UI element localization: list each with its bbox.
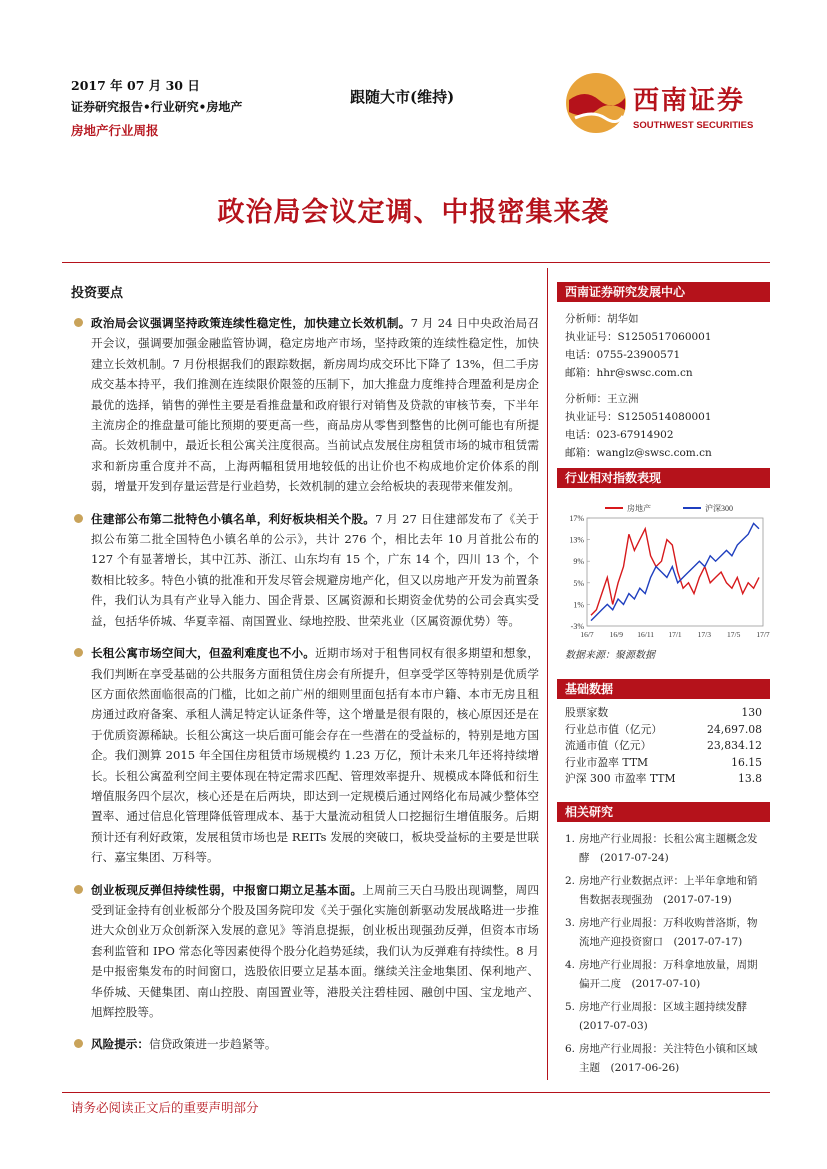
related-item[interactable] xyxy=(557,998,770,1036)
series-line-1 xyxy=(591,523,759,620)
logo-en: SOUTHWEST SECURITIES xyxy=(633,120,754,131)
related-item[interactable] xyxy=(557,872,770,910)
analyst-name: 分析师：胡华如 xyxy=(565,313,639,325)
item-number: 5. xyxy=(565,1000,576,1013)
legend-label: 房地产 xyxy=(627,504,651,513)
basic-data-row xyxy=(557,771,770,788)
report-type: 证券研究报告•行业研究•房地产 xyxy=(71,100,243,114)
analyst-block xyxy=(557,310,770,382)
row-label: 行业总市值（亿元） xyxy=(565,722,663,736)
top-divider xyxy=(62,262,770,263)
y-tick-label: 17% xyxy=(569,514,584,523)
point-lead: 住建部公布第二批特色小镇名单，利好板块相关个股。 xyxy=(91,511,376,526)
report-date: 2017 年 07 月 30 日 xyxy=(71,78,200,93)
analyst-email[interactable]: 邮箱：wanglz@swsc.com.cn xyxy=(565,447,712,459)
research-center-title: 西南证券研究发展中心 xyxy=(557,282,770,302)
row-label: 行业市盈率 TTM xyxy=(565,755,649,769)
summary-point xyxy=(71,313,539,497)
item-text: 房地产行业周报：区域主题持续发酵 (2017-07-03) xyxy=(579,1000,758,1032)
analyst-block xyxy=(557,390,770,462)
row-label: 沪深 300 市盈率 TTM xyxy=(565,772,676,785)
point-text: 7 月 24 日中央政治局召开会议，强调要加强金融监管协调，稳定房地产市场，坚持政策的连续性稳定性，加快建立长效机制。7 月份根据我们的跟踪数据，新房周均成交环比下降了 13%，但二手房成交基本持平，我们推测在连续限价限签的压制下，加大推盘力度维持合理盈利是房企最优的选择，销售的弹性主要是看推盘量和政府银行对销售及贷款的审核节奏，下半年主流房企的推盘量可能比预期的要更高一些，商品房从零售到整售的比例可能也有所提高。长效机制中，最近长租公寓关注度很高。当前试点发展住房租赁市场的城市租赁需求和新房重合度并不高，上海两幅租赁用地较低的出让价也不构成地价定价体系的削弱，增量开发到存量运营是行业趋势，长效机制的建立会给板块的表现带来催发剂。 xyxy=(91,316,539,494)
y-tick-label: 13% xyxy=(569,535,584,545)
page-title: 政治局会议定调、中报密集来袭 xyxy=(217,197,610,228)
related-research-title: 相关研究 xyxy=(557,802,770,822)
point-text: 7 月 27 日住建部发布了《关于拟公布第二批全国特色小镇名单的公示》，共计 276 个，相比去年 10 月首批公布的 127 个有显著增长，其中江苏、浙江、山东均有 15 个，广东 14 个，四川 13 个，个数相比较多。特色小镇的批准和开发尽管会规避房地产化，但又以房地产开发为前置条件，我们认为具有产业导入能力、国企背景、区属资源和长期资金优势的公司会真实受益，包括华侨城、华夏幸福、南国置业、绿地控股、世荣兆业（区属资源优势）等。 xyxy=(91,511,539,628)
row-value: 13.8 xyxy=(737,772,762,785)
x-tick-label: 17/1 xyxy=(668,630,682,639)
related-item[interactable] xyxy=(557,914,770,952)
chart-source: 数据来源：聚源数据 xyxy=(565,650,655,661)
index-chart xyxy=(557,494,770,644)
item-number: 6. xyxy=(565,1042,576,1055)
summary-point xyxy=(71,509,539,631)
item-text: 房地产行业周报：万科收购普洛斯，物流地产迎投资窗口 (2017-07-17) xyxy=(579,916,758,948)
related-item[interactable] xyxy=(557,830,770,868)
logo-name: 西南证券 xyxy=(633,86,746,116)
index-section-title: 行业相对指数表现 xyxy=(557,468,770,488)
row-value: 130 xyxy=(741,706,762,719)
analyst-phone: 电话：0755-23900571 xyxy=(565,349,681,361)
column-divider xyxy=(547,268,548,1080)
item-number: 1. xyxy=(565,832,576,845)
x-tick-label: 16/7 xyxy=(580,630,594,639)
point-lead: 政治局会议强调坚持政策连续性稳定性，加快建立长效机制。 xyxy=(91,316,411,330)
footer-disclaimer: 请务必阅读正文后的重要声明部分 xyxy=(71,1100,259,1115)
item-number: 3. xyxy=(565,916,576,929)
item-text: 房地产行业数据点评：上半年拿地和销售数据表现强劲 (2017-07-19) xyxy=(579,874,758,906)
row-value: 16.15 xyxy=(731,755,762,769)
row-value: 23,834.12 xyxy=(707,739,762,752)
summary-point xyxy=(71,643,539,867)
company-logo xyxy=(565,70,765,136)
point-lead: 创业板现反弹但持续性弱，中报窗口期立足基本面。 xyxy=(91,882,363,897)
x-tick-label: 16/9 xyxy=(609,630,624,639)
point-lead: 长租公寓市场空间大，但盈利难度也不小。 xyxy=(91,646,316,661)
report-series: 房地产行业周报 xyxy=(71,123,159,138)
y-tick-label: -3% xyxy=(570,622,584,631)
bullet-icon xyxy=(74,1039,83,1048)
point-text: 近期市场对于租售同权有很多期望和想象，我们判断在享受基础的公共服务方面租赁住房会有所提升，但享受学区等特别是优质学区方面依然面临很高的门槛，比如之前广州的细则里面包括有本市户籍、本市无房且租房通过政府备案、承租人满足特定认证条件等，这个增量是很有限的，核心原因还是在于优质资源稀缺。长租公寓这一块后面可能会存在一些潜在的受益标的，特别是地方国企。我们测算 2015 年全国住房租赁市场规模约 1.23 万亿，预计未来几年还将持续增长。长租公寓盈利空间主要体现在特定需求匹配、管理效率提升、规模成本降低和衍生增值服务四个层次，核心还是在后两块，即达到一定规模后通过网络化布局减少整体空置率、通过信息化管理降低管理成本、基于大量流动租赁人口挖掘衍生增值服务。后期预计还有利好政策，发展租赁市场也是 REITs 发展的突破口，板块受益标的主要是世联行、嘉宝集团、万科等。 xyxy=(91,646,539,865)
related-item[interactable] xyxy=(557,1040,770,1078)
row-value: 24,697.08 xyxy=(707,722,762,736)
summary-heading: 投资要点 xyxy=(71,286,124,301)
basic-data-title: 基础数据 xyxy=(557,679,770,699)
x-tick-label: 17/3 xyxy=(697,630,712,639)
row-label: 流通市值（亿元） xyxy=(565,739,652,752)
summary-point xyxy=(71,880,539,1023)
basic-data-row xyxy=(557,738,770,755)
point-text: 信贷政策进一步趋紧等。 xyxy=(148,1037,277,1052)
analyst-cert: 执业证号：S1250514080001 xyxy=(565,411,712,423)
bullet-icon xyxy=(74,318,83,327)
basic-data-row xyxy=(557,705,770,722)
item-text: 房地产行业周报：长租公寓主题概念发酵 (2017-07-24) xyxy=(579,832,758,864)
item-number: 2. xyxy=(565,874,576,887)
item-text: 房地产行业周报：万科拿地放量，周期偏开二度 (2017-07-10) xyxy=(579,958,758,990)
bullet-icon xyxy=(74,514,83,523)
analyst-phone: 电话：023-67914902 xyxy=(565,429,674,441)
basic-data-row xyxy=(557,755,770,772)
analyst-email[interactable]: 邮箱：hhr@swsc.com.cn xyxy=(565,367,693,379)
y-tick-label: 5% xyxy=(573,578,584,588)
point-lead: 风险提示： xyxy=(91,1037,149,1052)
rating: 跟随大市(维持) xyxy=(350,88,455,106)
bullet-icon xyxy=(74,885,83,894)
index-chart-svg xyxy=(557,494,770,644)
item-number: 4. xyxy=(565,958,576,971)
x-tick-label: 17/7 xyxy=(756,630,770,639)
basic-data-row xyxy=(557,722,770,739)
sidebar xyxy=(557,282,770,1082)
legend-label: 沪深300 xyxy=(705,504,733,513)
summary-point xyxy=(71,1034,539,1054)
investment-summary xyxy=(71,282,539,1067)
related-item[interactable] xyxy=(557,956,770,994)
logo-emblem-icon xyxy=(565,70,627,136)
analyst-name: 分析师：王立洲 xyxy=(565,393,639,405)
bottom-divider xyxy=(62,1092,770,1093)
row-label: 股票家数 xyxy=(565,706,609,719)
item-text: 房地产行业周报：关注特色小镇和区域主题 (2017-06-26) xyxy=(579,1042,758,1074)
point-text: 上周前三天白马股出现调整，周四受到证金持有创业板部分个股及国务院印发《关于强化实施创新驱动发展战略进一步推进大众创业万众创新深入发展的意见》等消息提振，创业板出现强劲反弹，但资本市场套利监管和 IPO 常态化等因素使得个股分化趋势延续，我们认为反弹难有持续性。8 月是中报密集发布的时间窗口，选股依旧要立足基本面。继续关注金地集团、保利地产、华侨城、天健集团、南山控股、南国置业等，港股关注碧桂园、融创中国、宝龙地产、旭辉控股等。 xyxy=(91,882,539,1019)
analyst-cert: 执业证号：S1250517060001 xyxy=(565,331,712,343)
y-tick-label: 1% xyxy=(573,600,584,610)
x-tick-label: 17/5 xyxy=(726,630,741,639)
x-tick-label: 16/11 xyxy=(637,630,655,639)
y-tick-label: 9% xyxy=(573,557,584,567)
bullet-icon xyxy=(74,648,83,657)
